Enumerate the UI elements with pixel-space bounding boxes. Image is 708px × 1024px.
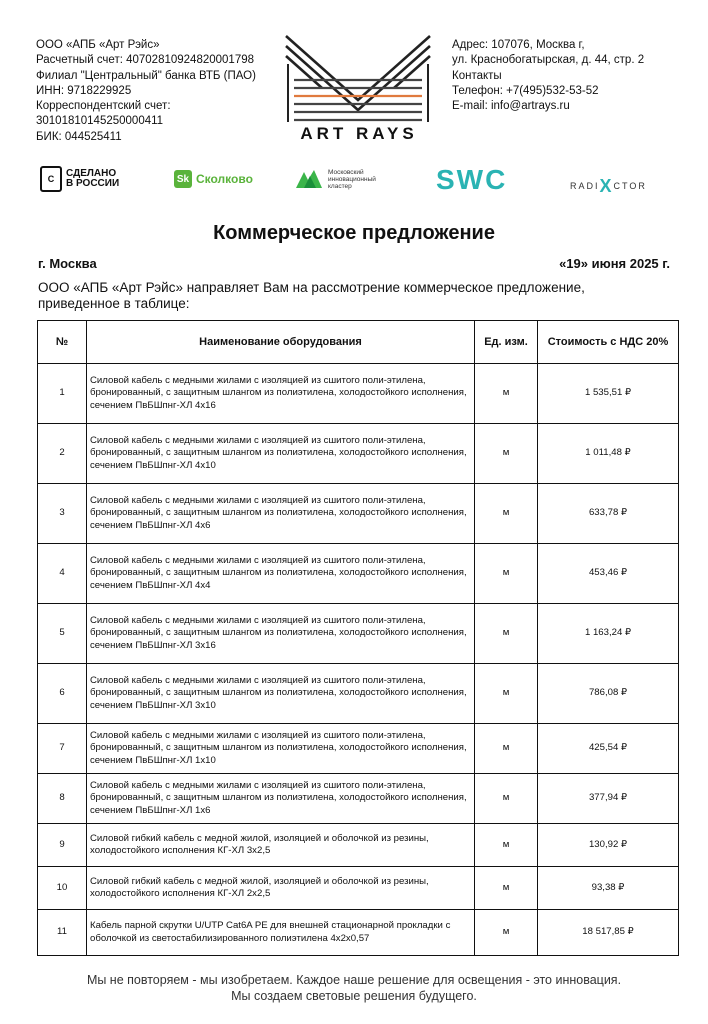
row-num: 1	[38, 364, 87, 424]
row-unit: м	[475, 824, 538, 867]
row-price: 130,92 ₽	[538, 824, 679, 867]
row-name: Силовой кабель с медными жилами с изоляцией из сшитого поли-этилена, бронированный, с защитным шлангом из полиэтилена, холодостойкого исполнения, сечением ПвБШпнг-ХЛ 4х4	[87, 544, 475, 604]
radiactor-logo	[570, 176, 647, 197]
radiactor-part-a: RADI	[570, 181, 600, 191]
row-num: 6	[38, 664, 87, 724]
requisite-line: Расчетный счет: 40702810924820001798	[36, 54, 255, 67]
row-name: Силовой кабель с медными жилами с изоляцией из сшитого поли-этилена, бронированный, с защитным шлангом из полиэтилена, холодостойкого исполнения, сечением ПвБШпнг-ХЛ 3х10	[87, 664, 475, 724]
row-unit: м	[475, 604, 538, 664]
table-row	[38, 724, 679, 774]
row-price: 1 011,48 ₽	[538, 424, 679, 484]
row-num: 5	[38, 604, 87, 664]
skolkovo-logo	[174, 170, 253, 188]
table-row	[38, 774, 679, 824]
row-price: 377,94 ₽	[538, 774, 679, 824]
row-num: 8	[38, 774, 87, 824]
row-name: Силовой кабель с медными жилами с изоляцией из сшитого поли-этилена, бронированный, с защитным шлангом из полиэтилена, холодостойкого исполнения, сечением ПвБШпнг-ХЛ 3х16	[87, 604, 475, 664]
row-price: 786,08 ₽	[538, 664, 679, 724]
sdelano-v-rossii-logo	[40, 166, 119, 192]
table-row	[38, 867, 679, 910]
col-header-num: №	[38, 321, 87, 364]
row-unit: м	[475, 774, 538, 824]
row-unit: м	[475, 424, 538, 484]
contact-line: ул. Краснобогатырская, д. 44, стр. 2	[452, 54, 645, 67]
table-row	[38, 424, 679, 484]
radiactor-x-icon: X	[599, 176, 614, 196]
date: «19» июня 2025 г.	[559, 256, 670, 271]
logo-wordmark: ART RAYS	[300, 124, 418, 143]
page-title: Коммерческое предложение	[213, 222, 495, 244]
contact-line: Телефон: +7(495)532-53-52	[452, 84, 599, 97]
contact-line: Контакты	[452, 69, 502, 82]
row-name: Кабель парной скрутки U/UTP Cat6A PE для внешней стационарной прокладки с оболочкой из светостабилизированного полиэтилена 4х2х0,57	[87, 910, 475, 956]
company-contacts	[452, 38, 644, 114]
row-unit: м	[475, 364, 538, 424]
sdelano-label	[66, 169, 119, 189]
row-name: Силовой гибкий кабель с медной жилой, изоляцией и оболочкой из резины, холодостойкого исполнения КГ-ХЛ 3х2,5	[87, 824, 475, 867]
footer-line1: Мы не повторяем - мы изобретаем. Каждое наше решение для освещения - это инновация.	[86, 973, 622, 987]
table-row	[38, 664, 679, 724]
requisite-line: Филиал "Центральный" банка ВТБ (ПАО)	[36, 69, 256, 82]
row-num: 9	[38, 824, 87, 867]
row-unit: м	[475, 867, 538, 910]
footer-slogan	[0, 972, 708, 1004]
row-name: Силовой кабель с медными жилами с изоляцией из сшитого поли-этилена, бронированный, с защитным шлангом из полиэтилена, холодостойкого исполнения, сечением ПвБШпнг-ХЛ 1х6	[87, 774, 475, 824]
row-unit: м	[475, 724, 538, 774]
sdelano-line2: В РОССИИ	[66, 178, 120, 189]
requisite-line: БИК: 044525411	[36, 130, 122, 143]
row-num: 7	[38, 724, 87, 774]
row-num: 3	[38, 484, 87, 544]
mik-icon	[294, 168, 324, 190]
skolkovo-label: Сколково	[196, 172, 253, 186]
skolkovo-icon: Sk	[174, 170, 192, 188]
table-row	[38, 604, 679, 664]
mik-label: Московский инновационный кластер	[328, 168, 376, 190]
col-header-price: Стоимость с НДС 20%	[538, 321, 679, 364]
col-header-name: Наименование оборудования	[87, 321, 475, 364]
requisite-line: ООО «АПБ «Арт Рэйс»	[36, 39, 160, 51]
row-price: 93,38 ₽	[538, 867, 679, 910]
row-num: 11	[38, 910, 87, 956]
row-price: 425,54 ₽	[538, 724, 679, 774]
row-name: Силовой кабель с медными жилами с изоляцией из сшитого поли-этилена, бронированный, с защитным шлангом из полиэтилена, холодостойкого исполнения, сечением ПвБШпнг-ХЛ 4х10	[87, 424, 475, 484]
city: г. Москва	[38, 256, 97, 271]
row-price: 633,78 ₽	[538, 484, 679, 544]
sdelano-mark-icon: С	[40, 166, 62, 192]
radiactor-part-b: CTOR	[613, 181, 647, 191]
table-row	[38, 824, 679, 867]
footer-line2: Мы создаем световые решения будущего.	[231, 989, 477, 1003]
row-unit: м	[475, 910, 538, 956]
requisite-line: Корреспондентский счет:	[36, 100, 171, 113]
row-price: 1 535,51 ₽	[538, 364, 679, 424]
row-name: Силовой гибкий кабель с медной жилой, изоляцией и оболочкой из резины, холодостойкого исполнения КГ-ХЛ 2х2,5	[87, 867, 475, 910]
table-row	[38, 484, 679, 544]
table-row	[38, 910, 679, 956]
row-price: 18 517,85 ₽	[538, 910, 679, 956]
row-name: Силовой кабель с медными жилами с изоляцией из сшитого поли-этилена, бронированный, с защитным шлангом из полиэтилена, холодостойкого исполнения, сечением ПвБШпнг-ХЛ 1х10	[87, 724, 475, 774]
row-price: 453,46 ₽	[538, 544, 679, 604]
contact-line: E-mail: info@artrays.ru	[452, 100, 570, 113]
intro-text: ООО «АПБ «Арт Рэйс» направляет Вам на рассмотрение коммерческое предложение, приведенное в таблице:	[38, 280, 585, 311]
requisite-line: ИНН: 9718229925	[36, 84, 132, 97]
row-num: 2	[38, 424, 87, 484]
swc-logo: SWC	[436, 164, 508, 195]
row-name: Силовой кабель с медными жилами с изоляцией из сшитого поли-этилена, бронированный, с защитным шлангом из полиэтилена, холодостойкого исполнения, сечением ПвБШпнг-ХЛ 4х16	[87, 364, 475, 424]
col-header-unit: Ед. изм.	[475, 321, 538, 364]
row-price: 1 163,24 ₽	[538, 604, 679, 664]
row-num: 10	[38, 867, 87, 910]
row-num: 4	[38, 544, 87, 604]
requisite-line: 30101810145250000411	[36, 115, 164, 128]
mik-logo	[294, 168, 392, 190]
row-unit: м	[475, 484, 538, 544]
contact-line: Адрес: 107076, Москва г,	[452, 39, 585, 51]
company-requisites	[36, 38, 256, 145]
table-row	[38, 544, 679, 604]
table-row	[38, 364, 679, 424]
offer-table	[37, 320, 679, 956]
row-unit: м	[475, 664, 538, 724]
row-name: Силовой кабель с медными жилами с изоляцией из сшитого поли-этилена, бронированный, с защитным шлангом из полиэтилена, холодостойкого исполнения, сечением ПвБШпнг-ХЛ 4х6	[87, 484, 475, 544]
table-header-row	[38, 321, 679, 364]
sdelano-line1: СДЕЛАНО	[66, 168, 117, 179]
row-unit: м	[475, 544, 538, 604]
